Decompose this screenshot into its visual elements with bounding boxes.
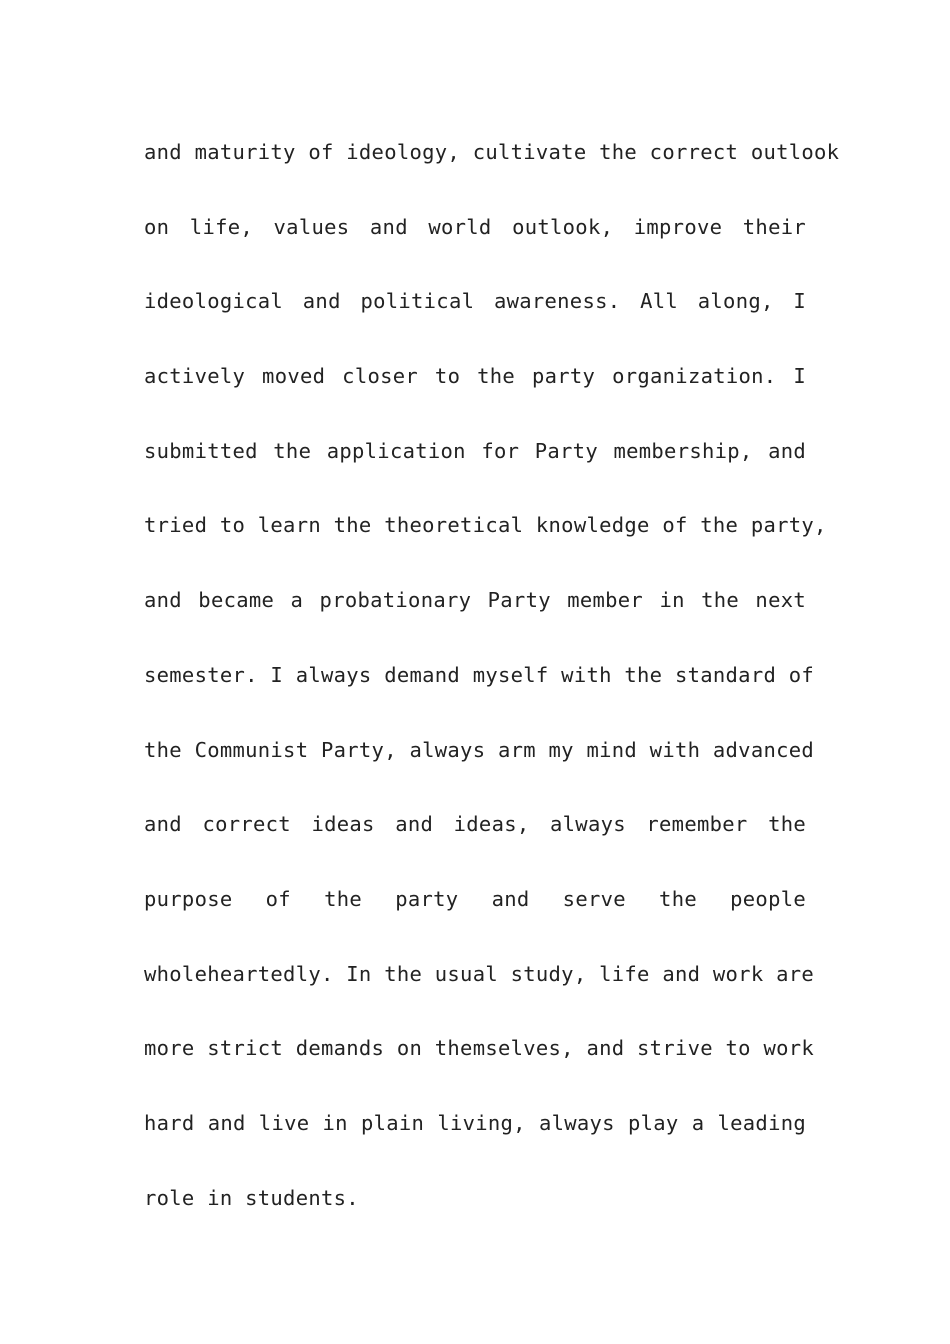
text-line: more strict demands on themselves, and strive to work: [144, 1036, 815, 1061]
text-line: hard and live in plain living, always play a leading: [144, 1110, 806, 1135]
text-line: semester. I always demand myself with the standard of: [144, 662, 815, 687]
text-line: and correct ideas and ideas, always remember the: [144, 812, 806, 837]
text-line: and maturity of ideology, cultivate the correct outlook: [144, 140, 840, 164]
text-line: wholeheartedly. In the usual study, life and work are: [144, 961, 815, 986]
text-line: submitted the application for Party membership, and: [144, 438, 806, 463]
text-line: purpose of the party and serve the people: [144, 886, 806, 911]
text-line: actively moved closer to the party organization. I: [144, 364, 806, 389]
text-line: on life, values and world outlook, improve their: [144, 214, 806, 239]
text-line: tried to learn the theoretical knowledge of the party,: [144, 513, 827, 538]
body-paragraph: [144, 132, 840, 1252]
text-line: the Communist Party, always arm my mind with advanced: [144, 737, 815, 762]
text-line: ideological and political awareness. All along, I: [144, 289, 806, 314]
text-line: and became a probationary Party member in the next: [144, 588, 806, 613]
text-line: role in students.: [144, 1185, 359, 1210]
